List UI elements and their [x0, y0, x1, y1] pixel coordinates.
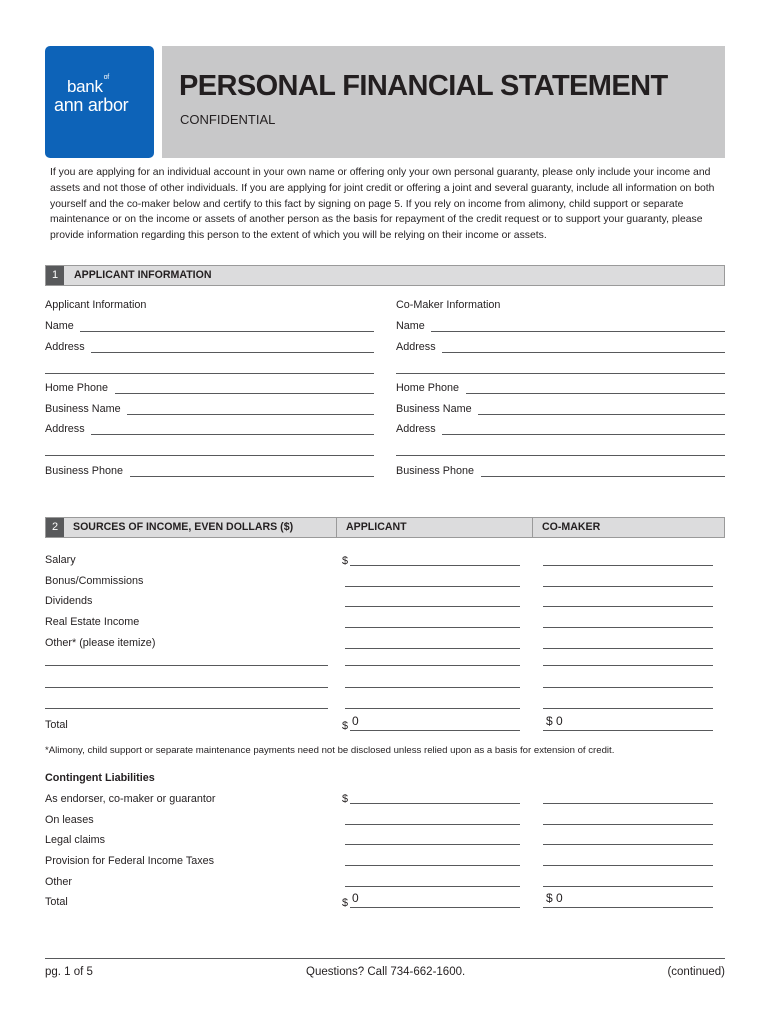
- contingent-total-label: Total: [45, 896, 68, 908]
- section2-number: 2: [46, 518, 64, 537]
- itemize-applicant-input[interactable]: [345, 665, 520, 666]
- itemize-applicant-input[interactable]: [345, 687, 520, 688]
- applicant-field-label: Business Phone: [45, 465, 124, 477]
- section1-title: APPLICANT INFORMATION: [74, 269, 212, 281]
- comaker-field-input[interactable]: [431, 331, 725, 332]
- contingent-applicant-input[interactable]: [345, 865, 520, 866]
- applicant-field-label: Address: [45, 341, 85, 353]
- itemize-input[interactable]: [45, 687, 328, 688]
- income-comaker-input[interactable]: [543, 586, 713, 587]
- comaker-field-input[interactable]: [396, 373, 725, 374]
- income-row-label: Real Estate Income: [45, 616, 140, 628]
- itemize-comaker-input[interactable]: [543, 708, 713, 709]
- comaker-field-label: Name: [396, 320, 425, 332]
- applicant-field-input[interactable]: [91, 434, 374, 435]
- header-banner: [162, 46, 725, 158]
- contingent-comaker-input[interactable]: [543, 886, 713, 887]
- comaker-field-input[interactable]: [442, 434, 725, 435]
- comaker-field-label: Business Name: [396, 403, 472, 415]
- comaker-field-input[interactable]: [478, 414, 725, 415]
- section1-number: 1: [46, 266, 64, 285]
- contingent-applicant-input[interactable]: [345, 886, 520, 887]
- income-row-label: Other* (please itemize): [45, 637, 156, 649]
- income-footnote: *Alimony, child support or separate maintenance payments need not be disclosed unless relied upon as a basis for extension of credit.: [45, 745, 615, 756]
- applicant-field-input[interactable]: [80, 331, 374, 332]
- applicant-field-input[interactable]: [130, 476, 374, 477]
- income-comaker-input[interactable]: [543, 565, 713, 566]
- applicant-field-input[interactable]: [45, 455, 374, 456]
- contingent-row-label: As endorser, co-maker or guarantor: [45, 793, 216, 805]
- col-applicant: APPLICANT: [346, 521, 407, 533]
- income-comaker-input[interactable]: [543, 648, 713, 649]
- applicant-field-input[interactable]: [115, 393, 374, 394]
- contingent-total-comaker[interactable]: $ 0: [546, 891, 563, 905]
- income-total-comaker[interactable]: $ 0: [546, 714, 563, 728]
- logo-line1: bank: [67, 77, 103, 96]
- intro-paragraph: If you are applying for an individual account in your own name or offering only your own personal guaranty, please only include your income and assets and not those of other individuals. If you are applying for joint credit or offering a joint and several guaranty, include all information on both yourself and the co-maker below and certify to this fact by signing on page 5. If you rely on income from alimony, child support or separate maintenance or on the income or assets of another person as the basis for repayment of the credit request or to support your guaranty, please provide information regarding this person to the extent of which you will be relying on their income or assets.: [50, 167, 715, 242]
- dollar-sign: $: [342, 555, 349, 567]
- income-applicant-input[interactable]: [345, 606, 520, 607]
- contingent-comaker-input[interactable]: [543, 865, 713, 866]
- questions-phone: Questions? Call 734-662-1600.: [306, 966, 466, 978]
- applicant-field-label: Business Name: [45, 403, 121, 415]
- comaker-field-label: Home Phone: [396, 382, 460, 394]
- income-applicant-input[interactable]: [345, 648, 520, 649]
- dollar-sign: $: [342, 793, 349, 805]
- itemize-comaker-input[interactable]: [543, 665, 713, 666]
- applicant-field-input[interactable]: [127, 414, 374, 415]
- logo-line2: ann arbor: [54, 95, 129, 115]
- income-total-applicant[interactable]: 0: [352, 714, 359, 728]
- contingent-row-label: Legal claims: [45, 834, 106, 846]
- income-comaker-input[interactable]: [543, 627, 713, 628]
- bank-logo: [45, 46, 154, 158]
- comaker-field-label: Address: [396, 423, 436, 435]
- income-row-label: Salary: [45, 554, 76, 566]
- income-applicant-input[interactable]: [345, 586, 520, 587]
- comaker-field-input[interactable]: [396, 455, 725, 456]
- comaker-field-input[interactable]: [442, 352, 725, 353]
- income-total-label: Total: [45, 719, 68, 731]
- section2-title: SOURCES OF INCOME, EVEN DOLLARS ($): [73, 521, 294, 533]
- income-comaker-input[interactable]: [543, 606, 713, 607]
- applicant-field-label: Name: [45, 320, 74, 332]
- comaker-field-label: Address: [396, 341, 436, 353]
- contingent-comaker-input[interactable]: [543, 844, 713, 845]
- section2-header: [45, 517, 725, 538]
- contingent-comaker-input[interactable]: [543, 803, 713, 804]
- contingent-heading: Contingent Liabilities: [45, 772, 155, 784]
- dollar-sign: $: [342, 897, 349, 909]
- comaker-field-input[interactable]: [466, 393, 725, 394]
- contingent-applicant-input[interactable]: [345, 844, 520, 845]
- itemize-input[interactable]: [45, 665, 328, 666]
- comaker-field-input[interactable]: [481, 476, 725, 477]
- continued-note: (continued): [667, 966, 725, 978]
- footer-divider: [45, 958, 725, 959]
- applicant-field-input[interactable]: [91, 352, 374, 353]
- income-applicant-input[interactable]: [345, 627, 520, 628]
- dollar-sign: $: [342, 720, 349, 732]
- income-row-label: Dividends: [45, 595, 93, 607]
- contingent-total-applicant[interactable]: 0: [352, 891, 359, 905]
- contingent-row-label: Provision for Federal Income Taxes: [45, 855, 215, 867]
- applicant-field-input[interactable]: [45, 373, 374, 374]
- page-title: PERSONAL FINANCIAL STATEMENT: [179, 70, 668, 102]
- itemize-applicant-input[interactable]: [345, 708, 520, 709]
- page-number: pg. 1 of 5: [45, 966, 93, 978]
- logo-sup: of: [103, 74, 109, 82]
- contingent-row-label: Other: [45, 876, 73, 888]
- itemize-comaker-input[interactable]: [543, 687, 713, 688]
- comaker-heading: Co-Maker Information: [396, 299, 501, 311]
- contingent-row-label: On leases: [45, 814, 94, 826]
- applicant-heading: Applicant Information: [45, 299, 147, 311]
- income-row-label: Bonus/Commissions: [45, 575, 144, 587]
- itemize-input[interactable]: [45, 708, 328, 709]
- applicant-field-label: Address: [45, 423, 85, 435]
- contingent-applicant-input[interactable]: [345, 824, 520, 825]
- contingent-comaker-input[interactable]: [543, 824, 713, 825]
- applicant-field-label: Home Phone: [45, 382, 109, 394]
- comaker-field-label: Business Phone: [396, 465, 475, 477]
- section1-header: [45, 265, 725, 286]
- contingent-applicant-input[interactable]: [350, 803, 520, 804]
- col-comaker: CO-MAKER: [542, 521, 601, 533]
- income-applicant-input[interactable]: [350, 565, 520, 566]
- page-subtitle: CONFIDENTIAL: [180, 112, 276, 127]
